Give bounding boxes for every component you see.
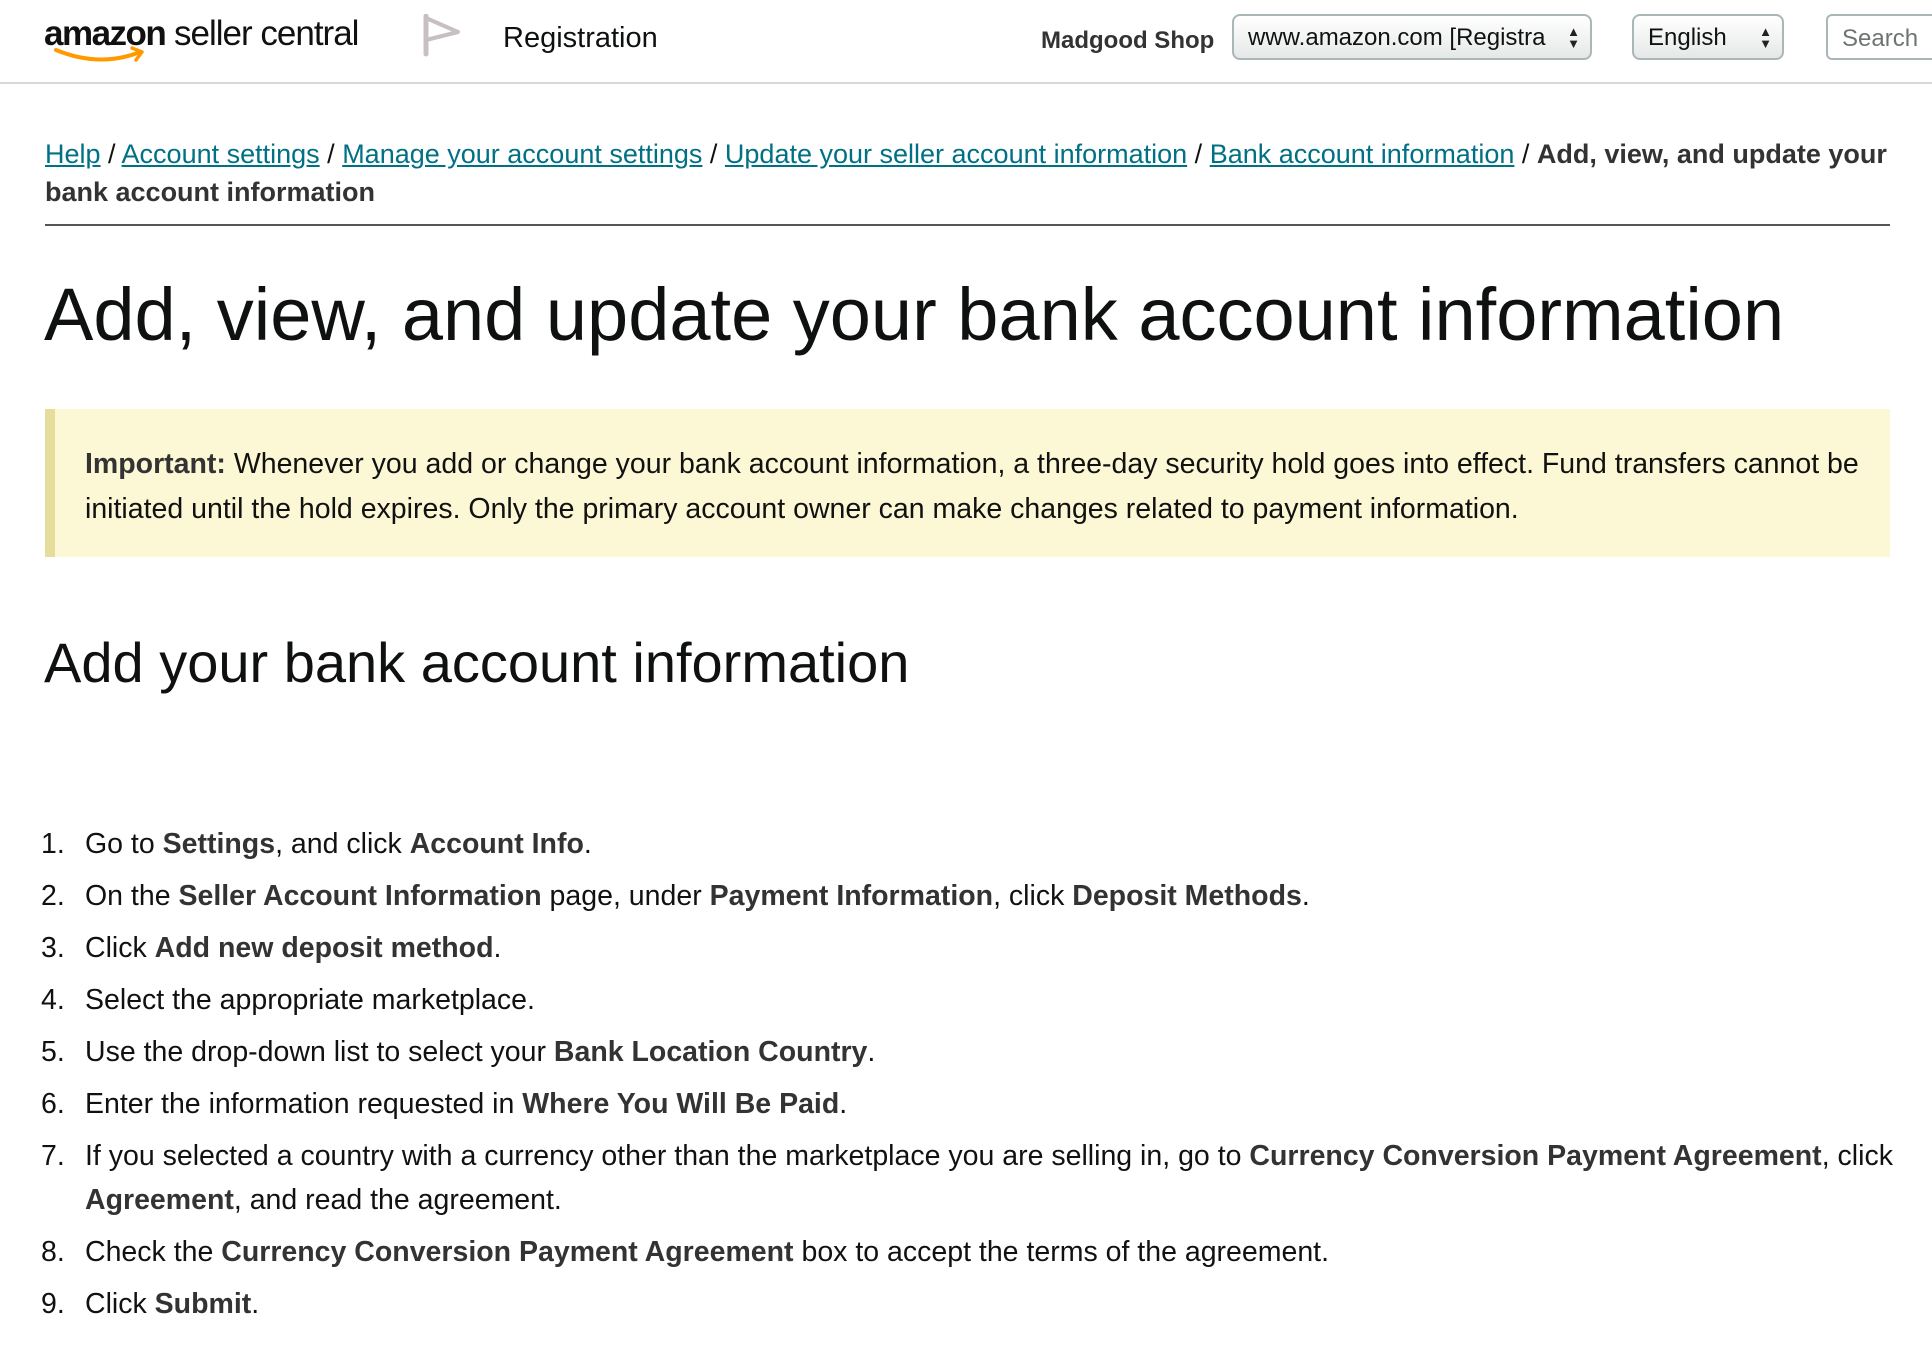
search-input[interactable]: Search <box>1826 14 1932 60</box>
step-item <box>41 874 1905 918</box>
step-item <box>41 1282 1905 1326</box>
important-alert-box <box>45 409 1890 557</box>
step-text: Check the <box>85 1236 222 1268</box>
amazon-seller-central-logo[interactable] <box>44 14 358 64</box>
important-message: Whenever you add or change your bank account information, a three-day security hold goes into effect. Fund transfers cannot be initiated until the hold expires. Only the primary account owner can make changes related to payment information. <box>85 448 1859 525</box>
step-ui-term: Bank Location Country <box>553 1036 868 1068</box>
step-ui-term: Currency Conversion Payment Agreement <box>221 1236 794 1268</box>
step-number: 5. <box>41 1036 65 1068</box>
logo-rest-text: seller central <box>165 14 359 53</box>
step-text: Click <box>85 1288 155 1320</box>
step-text: box to accept the terms of the agreement. <box>793 1236 1330 1268</box>
step-text: , click <box>1821 1140 1893 1172</box>
step-item <box>41 926 1905 970</box>
step-ui-term: Currency Conversion Payment Agreement <box>1249 1140 1822 1172</box>
step-number: 8. <box>41 1236 65 1268</box>
step-item <box>41 1134 1905 1222</box>
step-ui-term: Account Info <box>409 828 584 860</box>
breadcrumb-separator: / <box>1187 139 1210 169</box>
step-text: . <box>867 1036 876 1068</box>
step-item <box>41 1030 1905 1074</box>
step-number: 2. <box>41 880 65 912</box>
steps-list <box>41 822 1905 1334</box>
breadcrumb-current: Add, view, and update your bank account information <box>45 139 1887 207</box>
breadcrumb-link-account-settings[interactable]: Account settings <box>121 139 320 169</box>
step-ui-term: Where You Will Be Paid <box>522 1088 840 1120</box>
step-ui-term: Payment Information <box>709 880 994 912</box>
language-select[interactable] <box>1632 14 1784 60</box>
step-text: If you selected a country with a currency other than the marketplace you are selling in, go to <box>85 1140 1250 1172</box>
amazon-smile-icon <box>52 46 152 66</box>
breadcrumb-link-help[interactable]: Help <box>45 139 101 169</box>
step-number: 4. <box>41 984 65 1016</box>
step-item <box>41 822 1905 866</box>
step-text: . <box>1301 880 1310 912</box>
step-text: . <box>493 932 502 964</box>
select-arrows-icon: ▲ ▼ <box>1759 24 1772 51</box>
step-ui-term: Seller Account Information <box>178 880 542 912</box>
breadcrumb-link-manage-account-settings[interactable]: Manage your account settings <box>342 139 703 169</box>
breadcrumb-separator: / <box>1514 139 1537 169</box>
marketplace-select-value: www.amazon.com [Registra <box>1248 24 1546 51</box>
step-ui-term: Agreement <box>85 1184 234 1216</box>
step-number: 3. <box>41 932 65 964</box>
step-text: page, under <box>541 880 710 912</box>
logo-bold-text: amazon <box>44 14 166 53</box>
breadcrumb-link-update-seller-account[interactable]: Update your seller account information <box>724 139 1188 169</box>
step-text: . <box>839 1088 848 1120</box>
step-text: , and read the agreement. <box>233 1184 562 1216</box>
breadcrumb-separator: / <box>100 139 122 169</box>
step-text: On the <box>85 880 179 912</box>
step-number: 9. <box>41 1288 65 1320</box>
step-ui-term: Submit <box>154 1288 252 1320</box>
step-text: Go to <box>85 828 163 860</box>
step-item <box>41 978 1905 1022</box>
important-label: Important: <box>85 448 226 480</box>
breadcrumb-divider <box>45 224 1890 226</box>
breadcrumb-separator: / <box>702 139 725 169</box>
step-ui-term: Settings <box>162 828 276 860</box>
flag-icon[interactable] <box>420 14 464 58</box>
registration-link[interactable]: Registration <box>503 22 658 54</box>
step-number: 1. <box>41 828 65 860</box>
page-title: Add, view, and update your bank account information <box>44 273 1785 356</box>
step-number: 6. <box>41 1088 65 1120</box>
step-number: 7. <box>41 1140 65 1172</box>
step-ui-term: Deposit Methods <box>1072 880 1302 912</box>
breadcrumb-link-bank-account-information[interactable]: Bank account information <box>1209 139 1515 169</box>
step-text: , and click <box>275 828 410 860</box>
step-text: Click <box>85 932 155 964</box>
section-title: Add your bank account information <box>44 631 910 694</box>
breadcrumb-separator: / <box>319 139 343 169</box>
step-text: Select the appropriate marketplace. <box>85 984 535 1016</box>
step-text: Enter the information requested in <box>85 1088 523 1120</box>
language-select-value: English <box>1648 24 1727 51</box>
step-text: Use the drop-down list to select your <box>85 1036 554 1068</box>
breadcrumb <box>45 135 1895 211</box>
step-item <box>41 1230 1905 1274</box>
step-text: . <box>583 828 592 860</box>
marketplace-select[interactable] <box>1232 14 1592 60</box>
shop-name[interactable]: Madgood Shop <box>1041 27 1215 54</box>
select-arrows-icon: ▲ ▼ <box>1567 24 1580 51</box>
step-item <box>41 1082 1905 1126</box>
step-text: . <box>251 1288 260 1320</box>
step-text: , click <box>993 880 1073 912</box>
important-alert-text <box>85 442 1885 532</box>
step-ui-term: Add new deposit method <box>154 932 494 964</box>
top-navigation-bar <box>0 0 1932 84</box>
